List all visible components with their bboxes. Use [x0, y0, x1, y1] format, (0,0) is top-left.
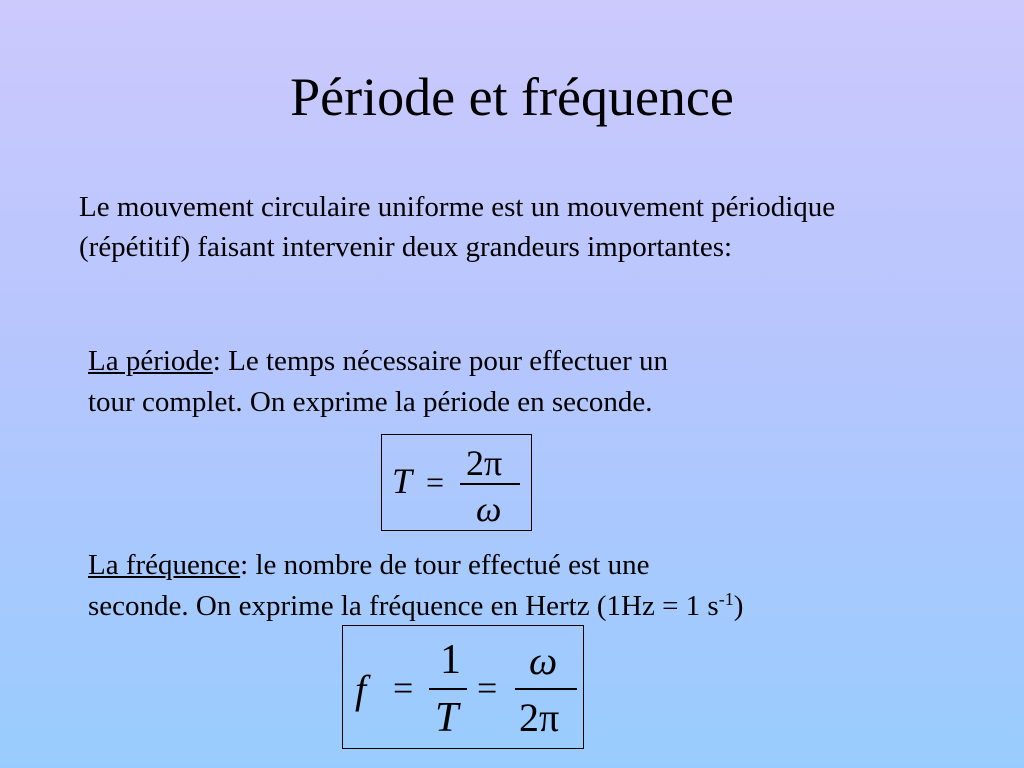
formula-equals-sign-2: =: [477, 668, 498, 708]
fraction-bar: [460, 483, 520, 485]
periode-term: La période: [88, 345, 213, 377]
periode-paragraph: [88, 341, 888, 423]
formula-denominator-omega: ω: [476, 489, 502, 529]
formula-f-symbol: f: [355, 667, 367, 712]
periode-text-line2: tour complet. On exprime la période en seconde.: [88, 386, 653, 418]
formula-numerator-1: 1: [440, 637, 461, 683]
intro-paragraph: Le mouvement circulaire uniforme est un mouvement périodique (répétitif) faisant intervenir deux grandeurs importantes:: [79, 191, 836, 263]
frequence-close-paren: ): [733, 590, 744, 622]
formula-equals-sign-1: =: [393, 668, 414, 708]
frequence-text-line2: seconde. On exprime la fréquence en Hertz (1Hz = 1 s: [88, 590, 719, 622]
formula-denominator-2pi: 2π: [519, 695, 560, 740]
formula-denominator-T: T: [435, 695, 459, 741]
frequence-paragraph: [88, 545, 888, 627]
formula-numerator-2pi: 2π: [466, 443, 503, 483]
frequence-formula: [342, 625, 584, 749]
periode-text-line1: : Le temps nécessaire pour effectuer un: [212, 345, 669, 377]
frequence-term: La fréquence: [88, 549, 241, 581]
hertz-exponent: -1: [718, 589, 734, 609]
formula-equals-sign: =: [426, 464, 445, 500]
formula-T-symbol: T: [392, 461, 413, 501]
periode-formula: [381, 434, 532, 531]
slide-title: Période et fréquence: [290, 67, 734, 127]
frequence-text-line1: : le nombre de tour effectué est une: [240, 549, 650, 581]
formula-numerator-omega: ω: [529, 638, 558, 683]
fraction-bar-2: [515, 688, 577, 690]
fraction-bar-1: [429, 688, 467, 690]
